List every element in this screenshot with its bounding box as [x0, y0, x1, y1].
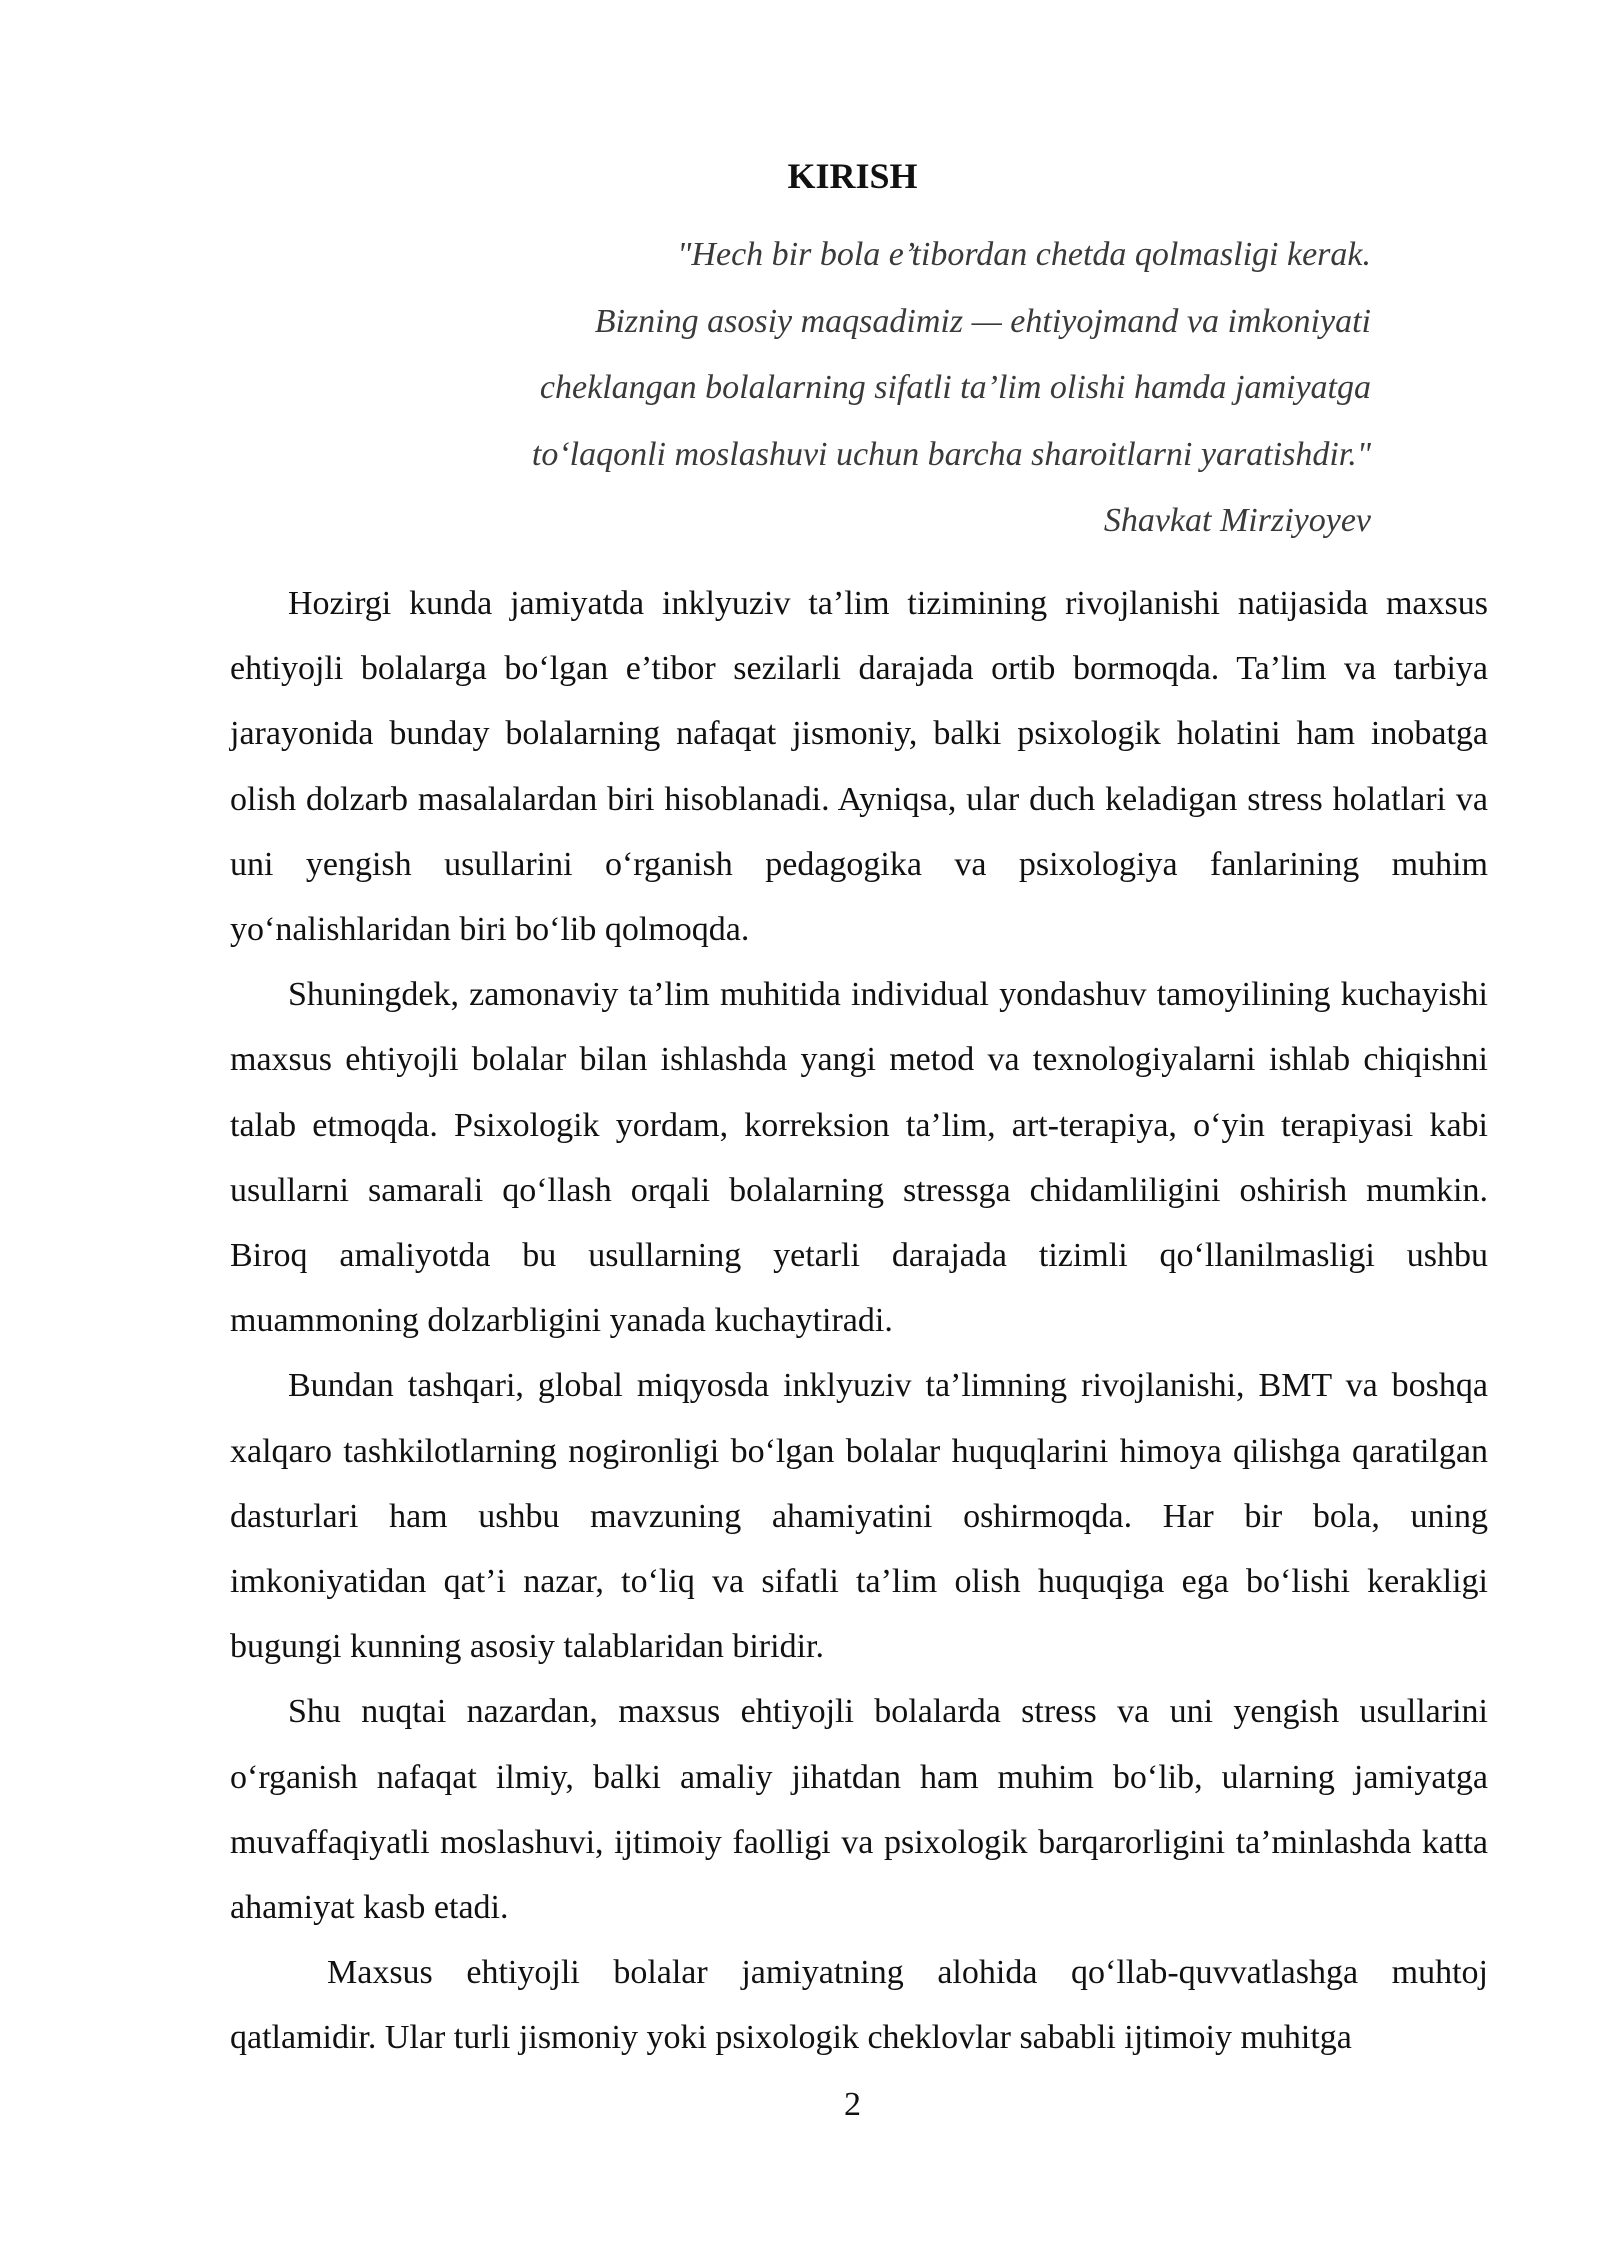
- paragraph: Shuningdek, zamonaviy ta’lim muhitida individual yondashuv tamoyilining kuchayishi maxsus ehtiyojli bolalar bilan ishlashda yangi metod va texnologiyalarni ishlab chiqishni talab etmoqda. Psixologik yordam, korreksion ta’lim, art-terapiya, o‘yin terapiyasi kabi usullarni samarali qo‘llash orqali bolalarning stressga chidamliligini oshirish mumkin. Biroq amaliyotda bu usullarning yetarli darajada tizimli qo‘llanilmasligi ushbu muammoning dolzarbligini yanada kuchaytiradi.: [230, 976, 1488, 1340]
- epigraph-line: "Hech bir bola e’tibordan chetda qolmasligi kerak.: [677, 236, 1371, 273]
- epigraph-author: Shavkat Mirziyoyev: [1103, 502, 1371, 539]
- section-title: KIRISH: [787, 156, 918, 196]
- paragraph: Bundan tashqari, global miqyosda inklyuziv ta’limning rivojlanishi, BMT va boshqa xalqaro tashkilotlarning nogironligi bo‘lgan bolalar huquqlarini himoya qilishga qaratilgan dasturlari ham ushbu mavzuning ahamiyatini oshirmoqda. Har bir bola, uning imkoniyatidan qat’i nazar, to‘liq va sifatli ta’lim olish huquqiga ega bo‘lishi kerakligi bugungi kunning asosiy talablaridan biridir.: [230, 1367, 1488, 1666]
- epigraph-line: Bizning asosiy maqsadimiz — ehtiyojmand va imkoniyati: [594, 302, 1371, 340]
- epigraph-line: cheklangan bolalarning sifatli ta’lim olishi hamda jamiyatga: [539, 369, 1371, 406]
- page-number: 2: [844, 2086, 861, 2123]
- epigraph: [371, 222, 1371, 555]
- paragraph: Shu nuqtai nazardan, maxsus ehtiyojli bolalarda stress va uni yengish usullarini o‘rganish nafaqat ilmiy, balki amaliy jihatdan ham muhim bo‘lib, ularning jamiyatga muvaffaqiyatli moslashuvi, ijtimoiy faolligi va psixologik barqarorligini ta’minlashda katta ahamiyat kasb etadi.: [230, 1693, 1488, 1927]
- epigraph-line: to‘laqonli moslashuvi uchun barcha sharoitlarni yaratishdir.": [531, 435, 1371, 473]
- paragraph: Hozirgi kunda jamiyatda inklyuziv ta’lim tizimining rivojlanishi natijasida maxsus ehtiyojli bolalarga bo‘lgan e’tibor sezilarli darajada ortib bormoqda. Ta’lim va tarbiya jarayonida bunday bolalarning nafaqat jismoniy, balki psixologik holatini ham inobatga olish dolzarb masalalardan biri hisoblanadi. Ayniqsa, ular duch keladigan stress holatlari va uni yengish usullarini o‘rganish pedagogika va psixologiya fanlarining muhim yo‘nalishlaridan biri bo‘lib qolmoqda.: [230, 585, 1488, 949]
- body-text: [230, 571, 1488, 2071]
- paragraph: Maxsus ehtiyojli bolalar jamiyatning alohida qo‘llab-quvvatlashga muhtoj qatlamidir. Ular turli jismoniy yoki psixologik cheklovlar sababli ijtimoiy muhitga: [230, 1954, 1488, 2057]
